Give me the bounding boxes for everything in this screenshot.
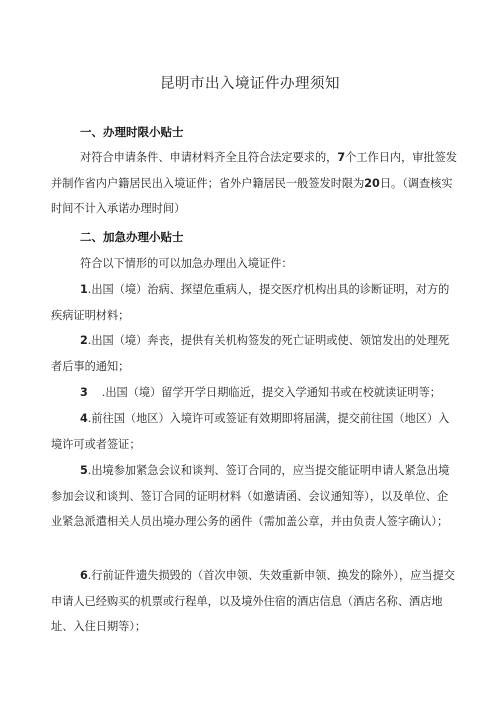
list-item-text: .出国（境）奔丧，提供有关机构签发的死亡证明或使、领馆发出的处理死者后事的通知；: [51, 334, 450, 373]
list-item-text: .出国（境）留学开学日期临近，提交入学通知书或在校就读证明等；: [101, 386, 441, 399]
section2-intro: [51, 251, 457, 277]
list-item-text: .行前证件遗失损毁的（首次申领、失效重新申领、换发的除外），应当提交申请人已经购买的机票或行程单，以及境外住宿的酒店信息（酒店名称、酒店地址、入住日期等）；: [51, 569, 455, 633]
document-title: 昆明市出入境证件办理须知: [160, 76, 340, 92]
processing-days: 7: [337, 151, 346, 164]
list-item-text: .前往国（地区）入境许可或签证有效期即将届满，提交前往国（地区）入境许可或者签证；: [51, 412, 450, 451]
section1-body-c: 日。（调查核实时间不计入承诺办理时间）: [51, 176, 453, 215]
list-item-number: 5: [80, 464, 88, 477]
list-item: [51, 563, 457, 640]
list-item-number: 6: [80, 569, 88, 582]
section1-body: [51, 145, 457, 222]
list-item: [51, 380, 457, 406]
section2-heading: 二、加急办理小贴士: [80, 230, 184, 244]
list-item: [51, 328, 457, 379]
list-item-number: 1: [80, 283, 88, 296]
list-item-number: 4: [80, 412, 88, 425]
list-item: [51, 406, 457, 457]
list-item: [51, 458, 457, 535]
list-item-text: .出国（境）治病、探望危重病人，提交医疗机构出具的诊断证明，对方的疾病证明材料；: [51, 283, 450, 322]
section1-body-a: 对符合申请条件、申请材料齐全且符合法定要求的，: [80, 151, 338, 164]
list-item-number: 2: [80, 334, 88, 347]
section2-intro-text: 符合以下情形的可以加急办理出入境证件：: [80, 257, 293, 270]
list-item-text: .出境参加紧急会议和谈判、签订合同的，应当提交能证明申请人紧急出境参加会议和谈判、签订合同的证明材料（如邀请函、会议通知等），以及单位、企业紧急派遣相关人员出境办理公务的函件（需加盖公章，并由负责人签字确认）；: [51, 464, 450, 528]
section1-heading: 一、办理时限小贴士: [80, 125, 184, 139]
processing-days-outside: 20: [364, 176, 380, 190]
list-item-number: 3: [80, 386, 88, 399]
list-item: [51, 277, 457, 328]
section1-body-b: 个工作日内，审批签发并制作省内户籍居民出入境证件；省外户籍居民一般签发时限为: [51, 151, 458, 190]
